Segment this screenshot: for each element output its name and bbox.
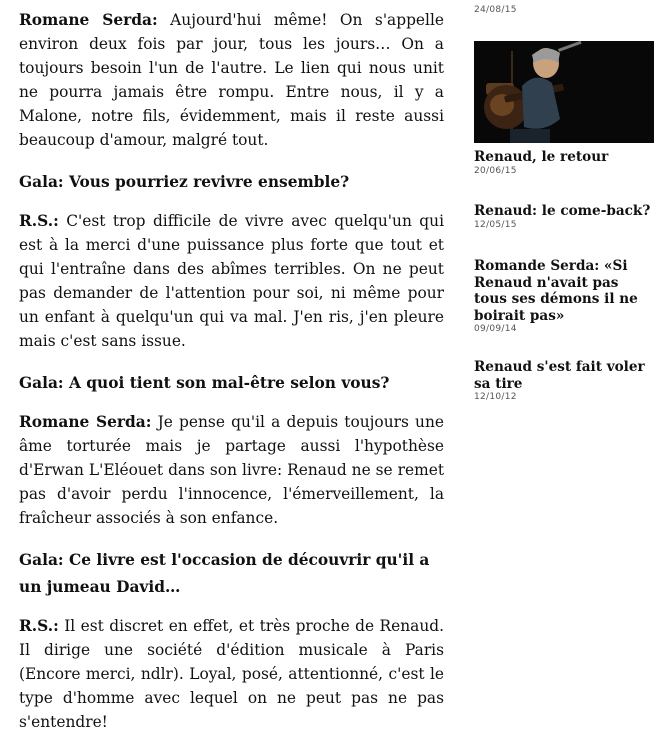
related-title[interactable]: Renaud s'est fait voler sa tire <box>474 359 645 392</box>
speaker-name: Romane Serda: <box>19 413 152 431</box>
speaker-name: R.S.: <box>19 212 59 230</box>
related-item[interactable] <box>474 258 654 334</box>
speaker-name: Romane Serda: <box>19 11 158 29</box>
answer-text: Je pense qu'il a depuis toujours une âme torturée mais je partage aussi l'hypothèse d'Erwan L'Eléouet dans son livre: Renaud ne se remet pas d'avoir perdu l'innocence, l'émerveillement, la fraîcheur associés à son enfance. <box>19 413 444 527</box>
related-item[interactable] <box>474 359 654 402</box>
interview-question: Gala: A quoi tient son mal-être selon vous? <box>19 374 390 392</box>
article-body <box>19 0 444 751</box>
related-date: 12/05/15 <box>474 219 517 230</box>
related-date: 09/09/14 <box>474 324 517 334</box>
answer-paragraph <box>19 209 444 353</box>
related-title[interactable]: Renaud, le retour <box>474 149 609 165</box>
interview-question: Gala: Ce livre est l'occasion de découvrir qu'il a un jumeau David… <box>19 551 430 596</box>
speaker-name: R.S.: <box>19 617 59 635</box>
answer-text: Aujourd'hui même! On s'appelle environ deux fois par jour, tous les jours… On a toujours besoin l'un de l'autre. Le lien qui nous unit ne pourra jamais être rompu. Entre nous, il y a Malone, notre fils, évidemment, mais il reste aussi beaucoup d'amour, malgré tout. <box>19 11 444 149</box>
related-item[interactable] <box>474 41 654 176</box>
related-item[interactable] <box>474 203 654 230</box>
answer-paragraph <box>19 8 444 152</box>
related-date: 24/08/15 <box>474 5 517 15</box>
renaud-guitar-photo[interactable] <box>474 41 654 143</box>
answer-paragraph <box>19 614 444 734</box>
interview-question: Gala: Vous pourriez revivre ensemble? <box>19 173 350 191</box>
related-title[interactable]: Romande Serda: «Si Renaud n'avait pas tous ses démons il ne boirait pas» <box>474 258 638 324</box>
answer-paragraph <box>19 410 444 530</box>
answer-text: Il est discret en effet, et très proche de Renaud. Il dirige une société d'édition musicale à Paris (Encore merci, ndlr). Loyal, posé, attentionné, c'est le type d'homme avec lequel on ne peut pas ne pas s'entendre! <box>19 617 444 731</box>
concert-photo-icon <box>474 41 654 143</box>
related-date: 20/06/15 <box>474 165 517 176</box>
related-item[interactable] <box>474 5 517 15</box>
answer-text: C'est trop difficile de vivre avec quelqu'un qui est à la merci d'une puissance plus forte que tout et qui l'entraîne dans des abîmes terribles. On ne peut pas demander de l'attention pour soi, ni même pour un enfant à quelqu'un qui va mal. J'en ris, j'en pleure mais c'est sans issue. <box>19 212 444 350</box>
related-title[interactable]: Renaud: le come-back? <box>474 203 651 219</box>
related-date: 12/10/12 <box>474 392 517 402</box>
